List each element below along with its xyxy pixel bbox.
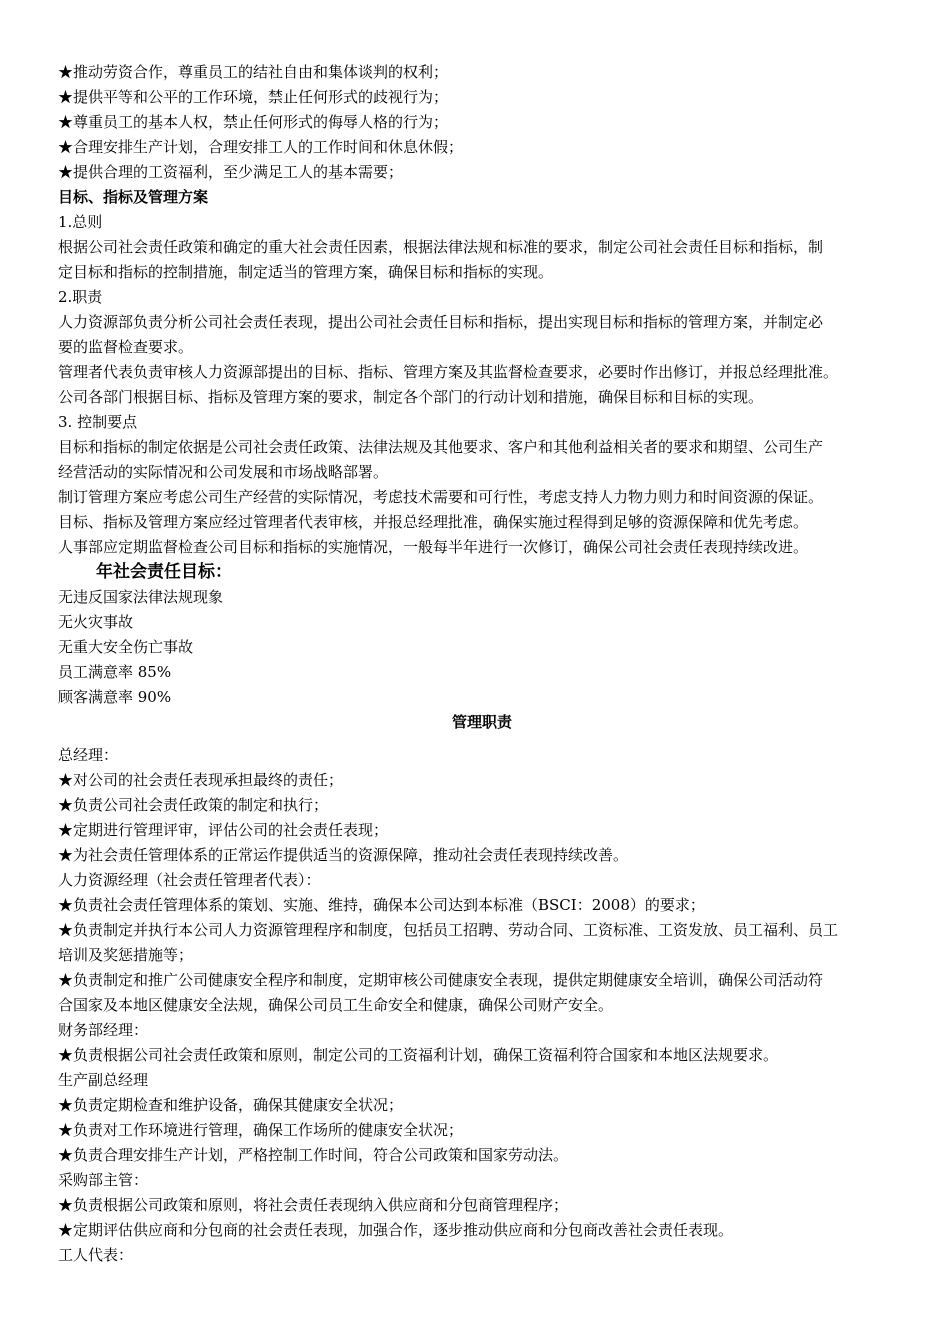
subheading-general: 1.总则 (58, 213, 103, 231)
paragraph-line: 定目标和指标的控制措施，制定适当的管理方案，确保目标和指标的实现。 (58, 263, 554, 281)
paragraph-line: 目标和指标的制定依据是公司社会责任政策、法律法规及其他要求、客户和其他利益相关者的要求和期望、公司生产 (58, 438, 824, 456)
duty-item: 合国家及本地区健康安全法规，确保公司员工生命安全和健康，确保公司财产安全。 (58, 996, 614, 1014)
role-label-production-vp: 生产副总经理 (58, 1071, 149, 1089)
paragraph-line: 人力资源部负责分析公司社会责任表现，提出公司社会责任目标和指标，提出实现目标和指标的管理方案，并制定必 (58, 313, 824, 331)
subheading-duties: 2.职责 (58, 288, 103, 306)
paragraph-line: 管理者代表负责审核人力资源部提出的目标、指标、管理方案及其监督检查要求，必要时作出修订，并报总经理批准。 (58, 363, 839, 381)
annual-goal-item: 顾客满意率 90% (58, 688, 172, 706)
paragraph-line: 人事部应定期监督检查公司目标和指标的实施情况，一般每半年进行一次修订，确保公司社会责任表现持续改进。 (58, 538, 809, 556)
duty-item: 培训及奖惩措施等； (58, 946, 194, 964)
duty-item: ★负责社会责任管理体系的策划、实施、维持，确保本公司达到本标准（BSCI：2008）的要求； (58, 896, 705, 914)
duty-item: ★定期评估供应商和分包商的社会责任表现，加强合作，逐步推动供应商和分包商改善社会责任表现。 (58, 1221, 734, 1239)
subheading-control-points: 3. 控制要点 (58, 413, 138, 431)
role-label-purchasing-supervisor: 采购部主管： (58, 1171, 149, 1189)
duty-item: ★负责对工作环境进行管理，确保工作场所的健康安全状况； (58, 1121, 464, 1139)
role-label-worker-representative: 工人代表： (58, 1246, 134, 1264)
annual-goal-item: 无火灾事故 (58, 613, 134, 631)
duty-item: ★对公司的社会责任表现承担最终的责任； (58, 771, 344, 789)
paragraph-line: 公司各部门根据目标、指标及管理方案的要求，制定各个部门的行动计划和措施，确保目标和目标的实现。 (58, 388, 764, 406)
intro-bullet: ★推动劳资合作，尊重员工的结社自由和集体谈判的权利； (58, 63, 449, 81)
paragraph-line: 目标、指标及管理方案应经过管理者代表审核，并报总经理批准，确保实施过程得到足够的资源保障和优先考虑。 (58, 513, 809, 531)
intro-bullet: ★提供合理的工资福利，至少满足工人的基本需要； (58, 163, 404, 181)
duty-item: ★定期进行管理评审，评估公司的社会责任表现； (58, 821, 389, 839)
annual-goal-item: 无违反国家法律法规现象 (58, 588, 224, 606)
duty-item: ★负责合理安排生产计划，严格控制工作时间，符合公司政策和国家劳动法。 (58, 1146, 569, 1164)
paragraph-line: 根据公司社会责任政策和确定的重大社会责任因素，根据法律法规和标准的要求，制定公司社会责任目标和指标，制 (58, 238, 824, 256)
intro-bullet: ★提供平等和公平的工作环境，禁止任何形式的歧视行为； (58, 88, 449, 106)
paragraph-line: 制订管理方案应考虑公司生产经营的实际情况，考虑技术需要和可行性，考虑支持人力物力则力和时间资源的保证。 (58, 488, 824, 506)
section-title-responsibilities: 管理职责 (451, 713, 512, 731)
annual-goals-title: 年社会责任目标： (96, 562, 232, 582)
duty-item: ★负责制定并执行本公司人力资源管理程序和制度，包括员工招聘、劳动合同、工资标准、工资发放、员工福利、员工 (58, 921, 839, 939)
section-title-goals: 目标、指标及管理方案 (58, 188, 209, 206)
duty-item: ★负责根据公司社会责任政策和原则，制定公司的工资福利计划，确保工资福利符合国家和本地区法规要求。 (58, 1046, 779, 1064)
role-label-hr-manager: 人力资源经理（社会责任管理者代表）： (58, 871, 321, 889)
duty-item: ★负责公司社会责任政策的制定和执行； (58, 796, 329, 814)
duty-item: ★负责根据公司政策和原则，将社会责任表现纳入供应商和分包商管理程序； (58, 1196, 569, 1214)
paragraph-line: 要的监督检查要求。 (58, 338, 194, 356)
annual-goal-item: 无重大安全伤亡事故 (58, 638, 194, 656)
document-page (58, 60, 906, 1268)
intro-bullet: ★尊重员工的基本人权，禁止任何形式的侮辱人格的行为； (58, 113, 449, 131)
duty-item: ★负责定期检查和维护设备，确保其健康安全状况； (58, 1096, 404, 1114)
annual-goal-item: 员工满意率 85% (58, 663, 172, 681)
intro-bullet: ★合理安排生产计划，合理安排工人的工作时间和休息休假； (58, 138, 464, 156)
duty-item: ★负责制定和推广公司健康安全程序和制度，定期审核公司健康安全表现，提供定期健康安全培训，确保公司活动符 (58, 971, 824, 989)
paragraph-line: 经营活动的实际情况和公司发展和市场战略部署。 (58, 463, 389, 481)
role-label-finance-manager: 财务部经理： (58, 1021, 149, 1039)
role-label-general-manager: 总经理： (58, 746, 119, 764)
duty-item: ★为社会责任管理体系的正常运作提供适当的资源保障，推动社会责任表现持续改善。 (58, 846, 629, 864)
